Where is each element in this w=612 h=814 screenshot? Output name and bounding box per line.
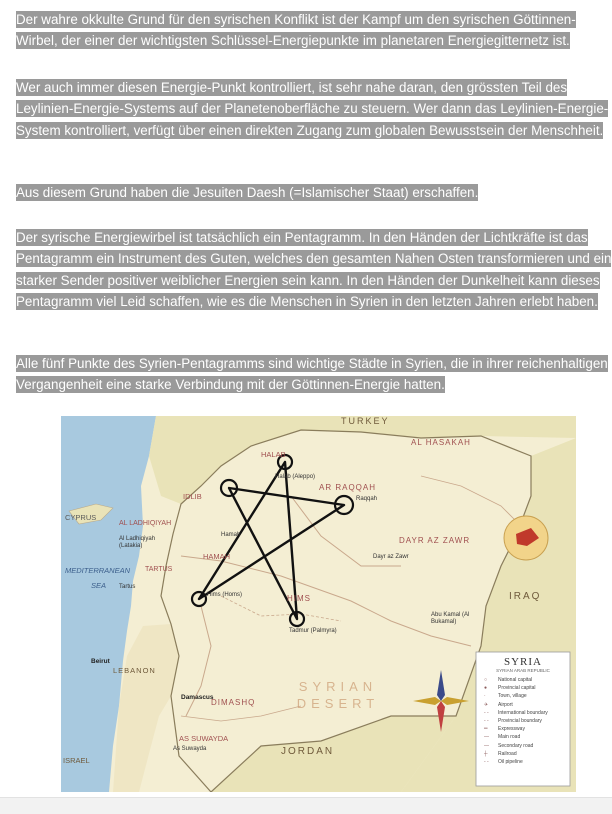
legend-item-label: Oil pipeline <box>498 759 523 766</box>
legend-item <box>484 701 570 709</box>
legend-item <box>484 676 570 684</box>
legend-swatch-icon: - - <box>484 759 489 766</box>
legend-item-label: Railroad <box>498 750 517 757</box>
hamah-label: HAMAH <box>203 552 231 561</box>
paragraph-text: Der wahre okkulte Grund für den syrischen Konflikt ist der Kampf um den syrischen Göttinnen-Wirbel, der einer der wichtigsten Schlüssel-Energiepunkte im planetaren Energiegitternetz ist. <box>16 12 576 49</box>
bottom-scroll-area <box>0 797 612 814</box>
legend-item-label: Expressway <box>498 726 525 733</box>
legend-swatch-icon: - - <box>484 718 489 725</box>
abu-kamal-city-label: Abu Kamal (Al Bukamal) <box>431 612 470 625</box>
legend-item <box>484 750 570 758</box>
locator-globe-icon <box>504 516 548 560</box>
aleppo-city-label: Halab (Aleppo) <box>275 474 316 480</box>
paragraph-five-points <box>16 353 612 396</box>
legend-item-label: Town, village <box>498 693 527 700</box>
iraq-label: IRAQ <box>509 591 542 602</box>
sea-label-line1: MEDITERRANEAN <box>65 566 131 575</box>
dayr-az-zawr-label: DAYR AZ ZAWR <box>399 536 471 545</box>
damascus-city-label: Damascus <box>181 694 214 701</box>
tartus-city-label: Tartus <box>119 584 136 590</box>
legend-item <box>484 717 570 725</box>
sea-label-line2: SEA <box>91 581 107 590</box>
legend-item <box>484 742 570 750</box>
turkey-label: TURKEY <box>341 416 390 426</box>
legend-subtitle: SYRIAN ARAB REPUBLIC <box>496 668 550 673</box>
legend-item-label: Airport <box>498 701 513 708</box>
legend-swatch-icon: — <box>484 742 489 749</box>
al-hasakah-label: AL HASAKAH <box>411 438 471 447</box>
as-suwayda-city-label: As Suwayda <box>173 746 207 752</box>
legend-swatch-icon: ✈ <box>484 701 489 708</box>
legend-swatch-icon: · <box>484 693 486 700</box>
paragraph-leyline-control <box>16 77 612 141</box>
map-legend <box>476 656 570 766</box>
legend-swatch-icon: - - <box>484 709 489 716</box>
dayr-az-zawr-city-label: Dayr az Zawr <box>373 554 409 560</box>
paragraph-text: Der syrische Energiewirbel ist tatsächlich ein Pentagramm. In den Händen der Lichtkräfte ist das Pentagramm ein Instrument des Guten, welches den gesamten Nahen Osten transformieren und ein starker Sender positiver weiblicher Energien sein kann. In den Händen der Dunkelheit kann dieses Pentagramm viel Leid schaffen, wie es die Menschen in Syrien in den letzten Jahren erlebt haben. <box>16 230 612 310</box>
legend-item-label: Main road <box>498 734 521 741</box>
jordan-label: JORDAN <box>281 746 335 757</box>
legend-item-label: Secondary road <box>498 742 534 749</box>
paragraph-text: Wer auch immer diesen Energie-Punkt kontrolliert, ist sehr nahe daran, den grössten Teil des Leylinien-Energie-Systems auf der Planetenoberfläche zu steuern. Wer dann das Leylinien-Energie- System kontrolliert, verfügt über einen direkten Zugang zum globalen Bewusstsein der Menschheit. <box>16 80 609 138</box>
legend-item <box>484 725 570 733</box>
idlib-label: IDLIB <box>183 492 202 501</box>
hamah-city-label: Hamah <box>221 532 241 538</box>
legend-title: SYRIA <box>503 656 542 668</box>
as-suwayda-label: AS SUWAYDA <box>179 734 229 743</box>
legend-item <box>484 684 570 692</box>
raqqah-city-label: Raqqah <box>356 496 378 502</box>
lebanon-label: LEBANON <box>113 666 156 675</box>
hims-label: HIMS <box>287 594 311 603</box>
beirut-city-label: Beirut <box>91 658 110 665</box>
syria-map-image <box>61 416 576 792</box>
al-ladhiqiyah-label: AL LADHIQIYAH <box>119 520 172 527</box>
legend-swatch-icon: ┼ <box>484 750 488 757</box>
ar-raqqah-label: AR RAQQAH <box>319 483 377 492</box>
paragraph-pentagram <box>16 227 612 313</box>
legend-item-label: Provincial boundary <box>498 718 542 725</box>
legend-item-label: Provincial capital <box>498 685 536 692</box>
halab-label: HALAB <box>261 450 286 459</box>
tartus-label: TARTUS <box>145 566 173 573</box>
legend-item <box>484 758 570 766</box>
legend-items <box>476 676 570 766</box>
paragraph-text: Aus diesem Grund haben die Jesuiten Daesh (=Islamischer Staat) erschaffen. <box>16 185 479 200</box>
homs-city-label: Hims (Homs) <box>207 592 242 598</box>
legend-swatch-icon: ● <box>484 685 488 692</box>
legend-swatch-icon: ═ <box>484 726 488 733</box>
legend-swatch-icon: ○ <box>484 677 488 683</box>
palmyra-city-label: Tadmur (Palmyra) <box>289 628 337 634</box>
syrian-desert-label: SYRIAN DESERT <box>296 679 380 711</box>
israel-label: ISRAEL <box>63 756 90 765</box>
legend-item-label: National capital <box>498 677 533 683</box>
paragraph-text: Alle fünf Punkte des Syrien-Pentagramms sind wichtige Städte in Syrien, die in ihrer reichenhaltigen Vergangenheit eine starke Verbindung mit der Göttinnen-Energie hatten. <box>16 356 608 393</box>
latakia-city-label: Al Ladhiqiyah (Latakia) <box>119 536 156 549</box>
legend-item <box>484 733 570 741</box>
legend-item <box>484 709 570 717</box>
paragraph-goddess-vortex <box>16 9 612 52</box>
paragraph-daesh <box>16 182 612 203</box>
legend-item-label: International boundary <box>498 709 548 716</box>
cyprus-label: CYPRUS <box>65 513 97 522</box>
legend-item <box>484 692 570 700</box>
legend-swatch-icon: — <box>484 734 489 741</box>
dimashq-label: DIMASHQ <box>211 698 256 707</box>
